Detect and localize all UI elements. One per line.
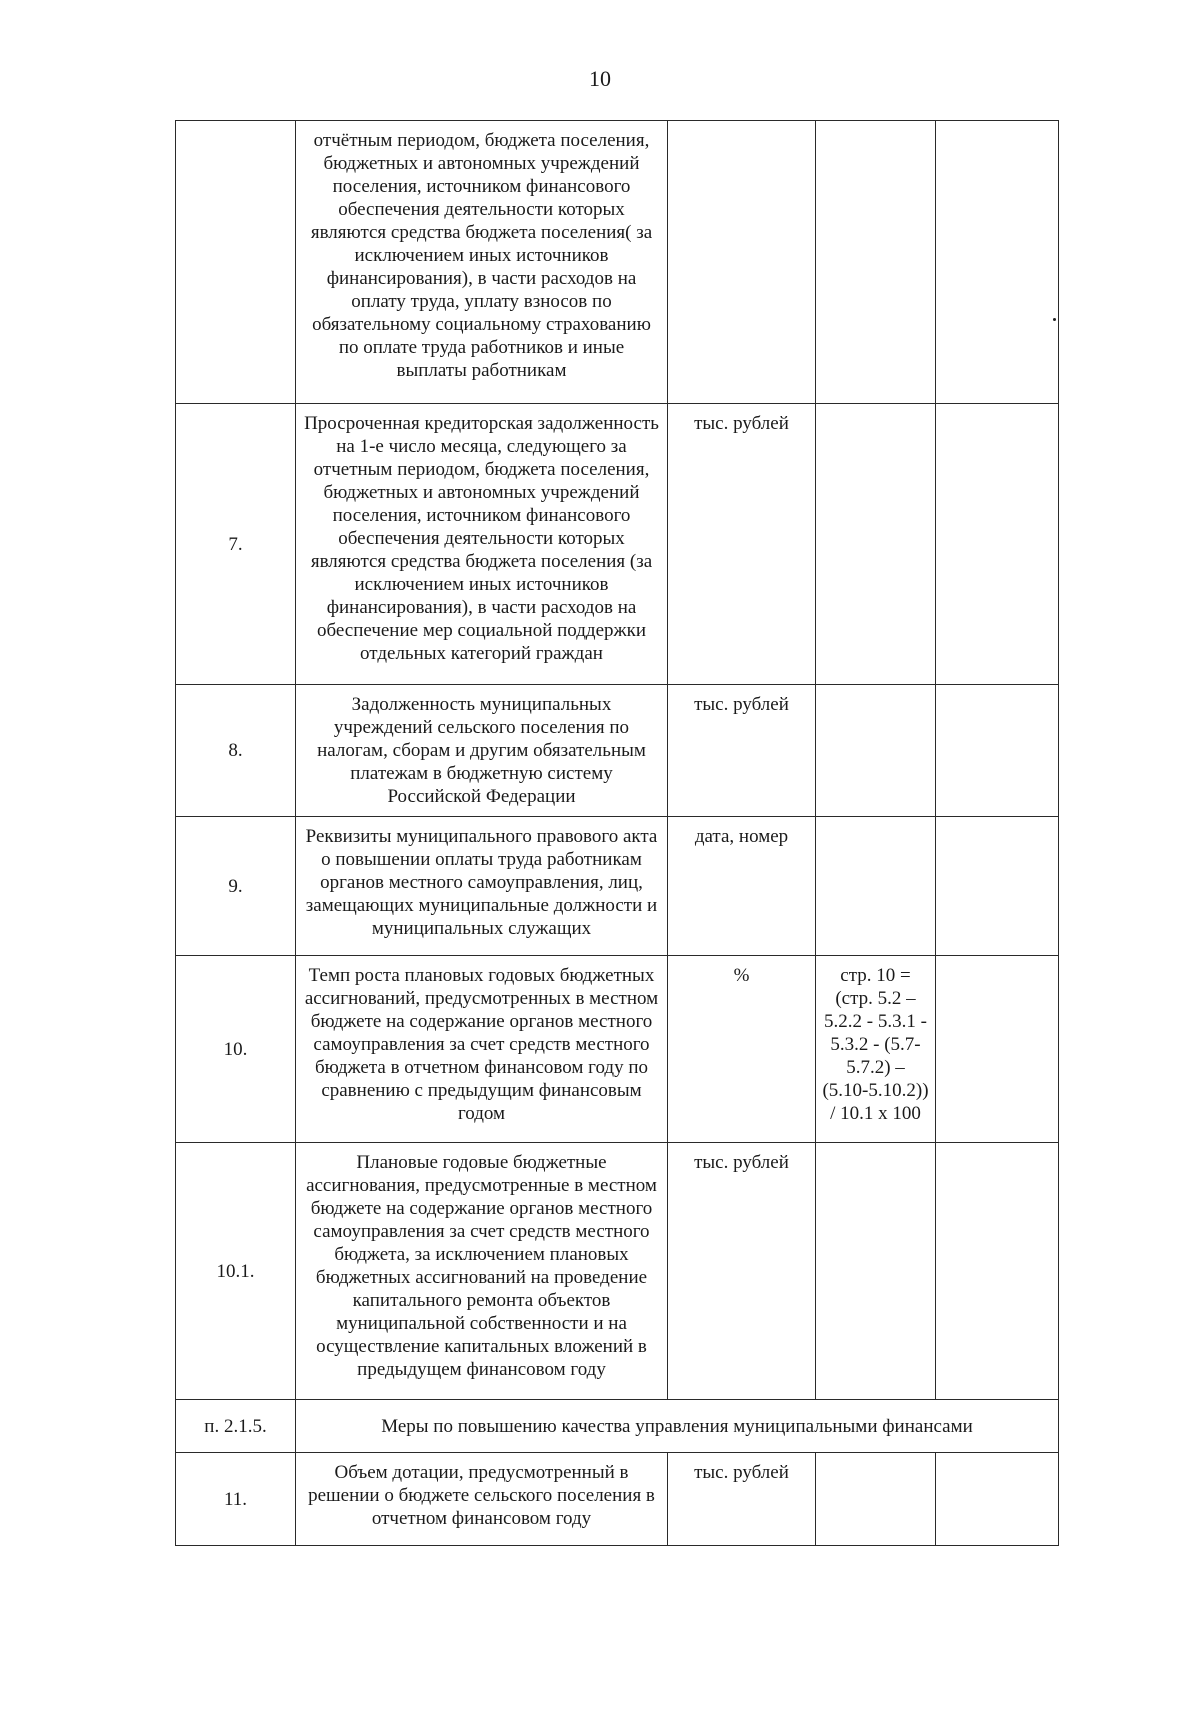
section-number: п. 2.1.5. (176, 1400, 296, 1453)
row-number: 11. (176, 1453, 296, 1546)
row-description: Объем дотации, предусмотренный в решении о бюджете сельского поселения в отчетном финансовом году (296, 1453, 668, 1546)
section-title: Меры по повышению качества управления муниципальными финансами (296, 1400, 1059, 1453)
row-number: 10.1. (176, 1143, 296, 1400)
table-row (176, 121, 1059, 404)
section-row (176, 1400, 1059, 1453)
row-value (936, 817, 1059, 956)
table-row (176, 956, 1059, 1143)
row-formula (816, 121, 936, 404)
row-value (936, 685, 1059, 817)
row-unit (668, 121, 816, 404)
row-unit: тыс. рублей (668, 685, 816, 817)
row-number: 10. (176, 956, 296, 1143)
row-value (936, 404, 1059, 685)
page-number: 10 (589, 66, 611, 91)
row-description: Задолженность муниципальных учреждений сельского поселения по налогам, сборам и другим обязательным платежам в бюджетную систему Российской Федерации (296, 685, 668, 817)
row-value (936, 1453, 1059, 1546)
row-formula: стр. 10 = (стр. 5.2 – 5.2.2 - 5.3.1 - 5.3.2 - (5.7-5.7.2) – (5.10-5.10.2)) / 10.1 х 100 (816, 956, 936, 1143)
row-formula (816, 685, 936, 817)
row-value (936, 1143, 1059, 1400)
row-unit: дата, номер (668, 817, 816, 956)
row-number: 8. (176, 685, 296, 817)
row-unit: тыс. рублей (668, 1453, 816, 1546)
row-value (936, 956, 1059, 1143)
row-description: Просроченная кредиторская задолженность на 1-е число месяца, следующего за отчетным периодом, бюджета поселения, бюджетных и автономных учреждений поселения, источником финансового обеспечения деятельности которых являются средства бюджета поселения (за исключением иных источников финансирования), в части расходов на обеспечение мер социальной поддержки отдельных категорий граждан (296, 404, 668, 685)
table-row (176, 1453, 1059, 1546)
row-number (176, 121, 296, 404)
row-unit: % (668, 956, 816, 1143)
row-formula (816, 404, 936, 685)
row-description: Реквизиты муниципального правового акта о повышении оплаты труда работникам органов местного самоуправления, лиц, замещающих муниципальные должности и муниципальных служащих (296, 817, 668, 956)
table-row (176, 404, 1059, 685)
table-row (176, 817, 1059, 956)
row-description: отчётным периодом, бюджета поселения, бюджетных и автономных учреждений поселения, источником финансового обеспечения деятельности которых являются средства бюджета поселения( за исключением иных источников финансирования), в части расходов на оплату труда, уплату взносов по обязательному социальному страхованию по оплате труда работников и иные выплаты работникам (296, 121, 668, 404)
table-row (176, 1143, 1059, 1400)
row-description: Темп роста плановых годовых бюджетных ассигнований, предусмотренных в местном бюджете на содержание органов местного самоуправления за счет средств местного бюджета в отчетном финансовом году по сравнению с предыдущим финансовым годом (296, 956, 668, 1143)
scan-speck (1053, 318, 1056, 321)
row-unit: тыс. рублей (668, 404, 816, 685)
row-formula (816, 1143, 936, 1400)
row-number: 9. (176, 817, 296, 956)
indicators-table (175, 120, 1059, 1546)
row-formula (816, 817, 936, 956)
row-unit: тыс. рублей (668, 1143, 816, 1400)
row-number: 7. (176, 404, 296, 685)
row-formula (816, 1453, 936, 1546)
row-description: Плановые годовые бюджетные ассигнования, предусмотренные в местном бюджете на содержание органов местного самоуправления за счет средств местного бюджета, за исключением плановых бюджетных ассигнований на проведение капитального ремонта объектов муниципальной собственности и на осуществление капитальных вложений в предыдущем финансовом году (296, 1143, 668, 1400)
table-row (176, 685, 1059, 817)
row-value (936, 121, 1059, 404)
